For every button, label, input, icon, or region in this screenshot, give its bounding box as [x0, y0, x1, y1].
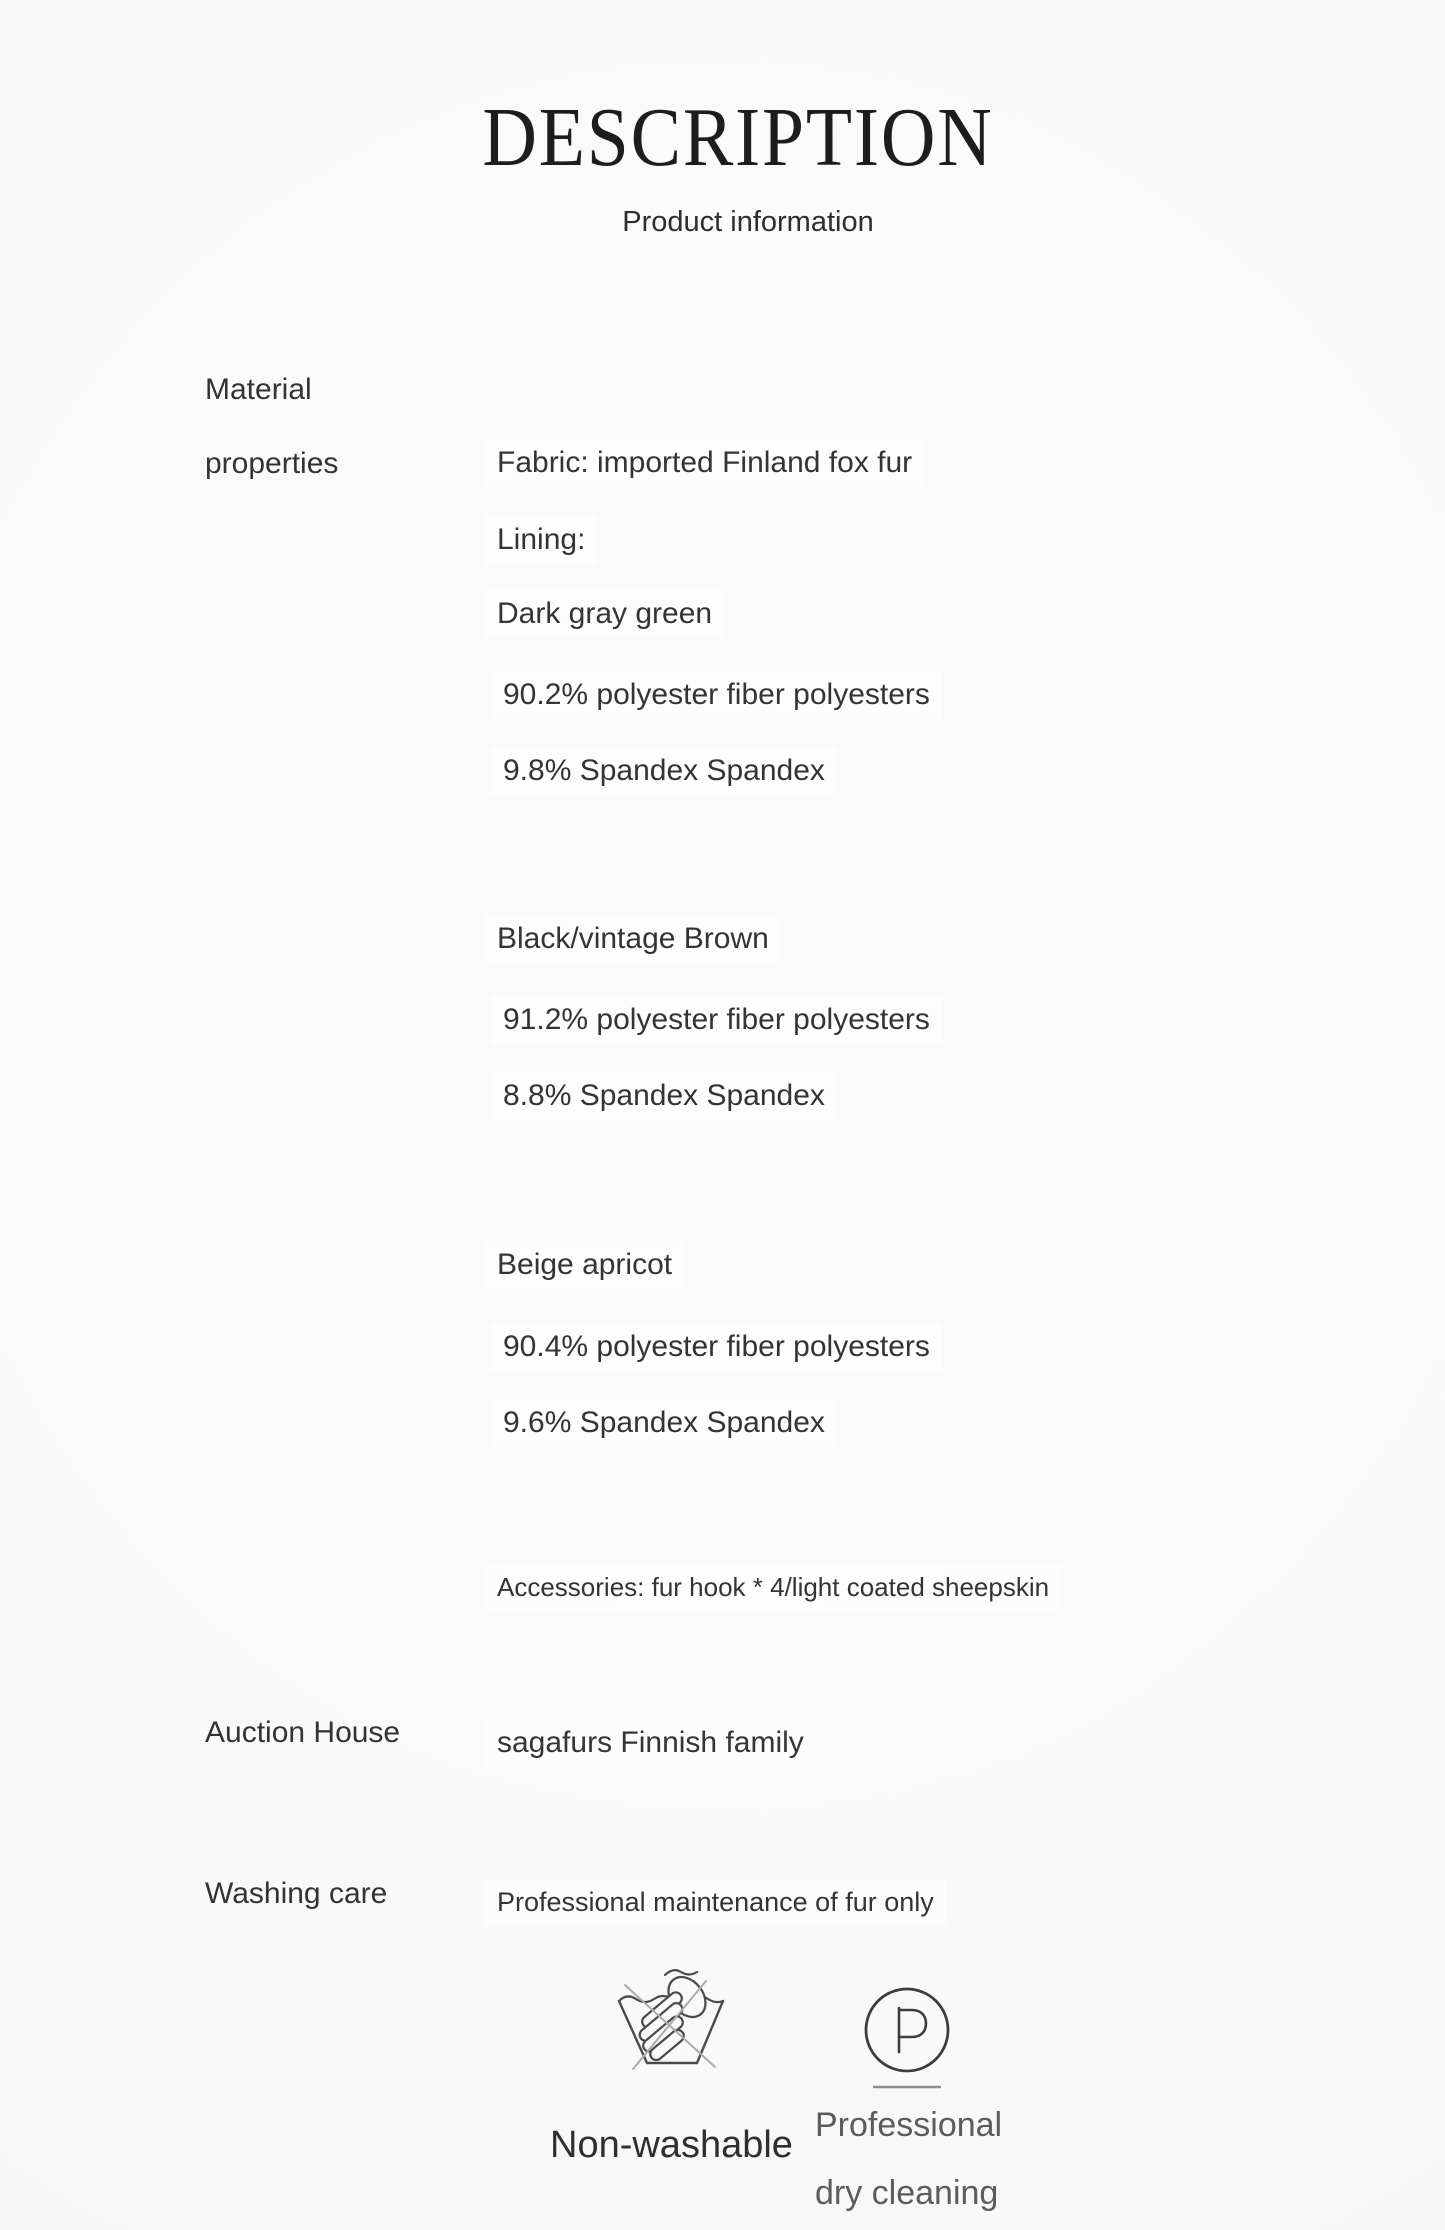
composition-line: 91.2% polyester fiber polyesters [491, 996, 942, 1044]
auction-house-value: sagafurs Finnish family [485, 1719, 816, 1767]
composition-line: 90.2% polyester fiber polyesters [491, 671, 942, 719]
material-properties-label-line2: properties [205, 447, 339, 480]
colorway-name: Dark gray green [485, 590, 724, 638]
dry-cleaning-caption-line2: dry cleaning [815, 2174, 999, 2212]
washing-care-value: Professional maintenance of fur only [485, 1880, 946, 1925]
colorway-name: Black/vintage Brown [485, 915, 781, 963]
letter-p-glyph [899, 2008, 926, 2052]
page-title: DESCRIPTION [482, 91, 994, 184]
non-washable-caption: Non-washable [550, 2124, 793, 2166]
lining-heading: Lining: [485, 516, 597, 564]
composition-line: 8.8% Spandex Spandex [491, 1072, 837, 1120]
non-washable-icon [608, 1966, 734, 2080]
material-properties-label-line1: Material [205, 373, 312, 406]
professional-dry-cleaning-icon [860, 1986, 954, 2094]
dry-cleaning-caption-line1: Professional [815, 2106, 1003, 2144]
page-subtitle: Product information [622, 206, 874, 238]
composition-line: 9.6% Spandex Spandex [491, 1399, 837, 1447]
fabric-line: Fabric: imported Finland fox fur [485, 439, 924, 487]
washing-care-label: Washing care [205, 1877, 388, 1910]
auction-house-label: Auction House [205, 1716, 401, 1749]
dry-clean-circle [866, 1989, 948, 2071]
composition-line: 9.8% Spandex Spandex [491, 747, 837, 795]
accessories-line: Accessories: fur hook * 4/light coated sheepskin [485, 1565, 1061, 1610]
composition-line: 90.4% polyester fiber polyesters [491, 1323, 942, 1371]
colorway-name: Beige apricot [485, 1241, 684, 1289]
